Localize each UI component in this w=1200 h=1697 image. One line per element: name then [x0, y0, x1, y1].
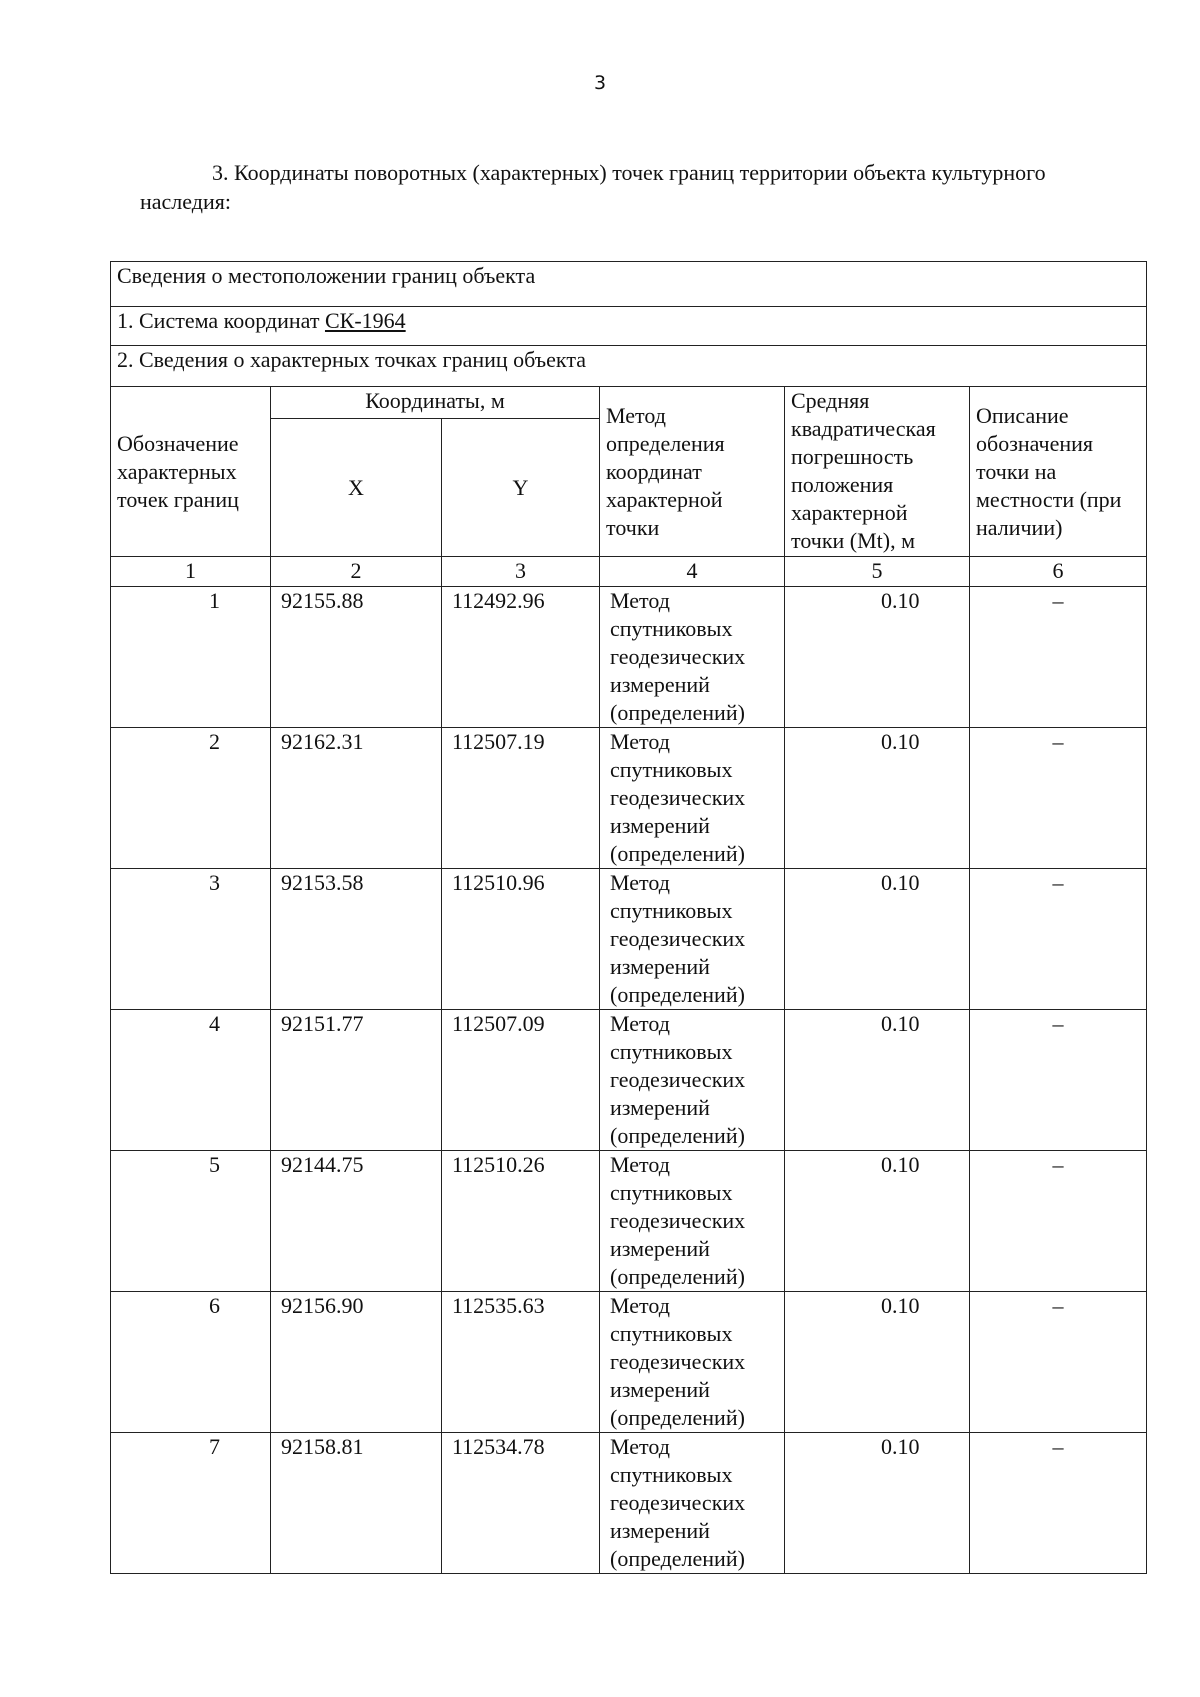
points-title: 2. Сведения о характерных точках границ объекта [111, 346, 1147, 387]
method: Метод спутниковых геодезических измерений (определений) [600, 587, 785, 728]
table-title: Сведения о местоположении границ объекта [111, 262, 1147, 307]
table-row [111, 1433, 1147, 1574]
description: – [970, 587, 1147, 728]
column-number: 5 [785, 557, 970, 587]
coord-y: 112510.26 [442, 1151, 600, 1292]
header-designation: Обозначение характерных точек границ [111, 387, 271, 557]
coord-y: 112507.19 [442, 728, 600, 869]
point-number: 7 [111, 1433, 271, 1574]
method: Метод спутниковых геодезических измерений (определений) [600, 1151, 785, 1292]
coord-system-row [111, 307, 1147, 346]
coord-x: 92162.31 [271, 728, 442, 869]
description: – [970, 1010, 1147, 1151]
error-value: 0.10 [785, 1010, 970, 1151]
column-number: 3 [442, 557, 600, 587]
error-value: 0.10 [785, 587, 970, 728]
method: Метод спутниковых геодезических измерений (определений) [600, 1010, 785, 1151]
section-heading-text: 3. Координаты поворотных (характерных) точек границ территории объекта культурного наследия: [140, 160, 1046, 214]
error-value: 0.10 [785, 1292, 970, 1433]
column-number: 1 [111, 557, 271, 587]
section-heading [140, 158, 1100, 216]
method: Метод спутниковых геодезических измерений (определений) [600, 728, 785, 869]
point-number: 2 [111, 728, 271, 869]
coordinates-table [110, 261, 1147, 1574]
point-number: 5 [111, 1151, 271, 1292]
coord-system-label: 1. Система координат [117, 308, 325, 333]
point-number: 4 [111, 1010, 271, 1151]
header-error: Средняя квадратическая погрешность положения характерной точки (Mt), м [785, 387, 970, 557]
description: – [970, 1433, 1147, 1574]
point-number: 6 [111, 1292, 271, 1433]
coord-x: 92156.90 [271, 1292, 442, 1433]
coord-x: 92144.75 [271, 1151, 442, 1292]
column-number: 2 [271, 557, 442, 587]
header-x: X [271, 419, 442, 557]
table-row [111, 587, 1147, 728]
method: Метод спутниковых геодезических измерений (определений) [600, 1292, 785, 1433]
coord-y: 112534.78 [442, 1433, 600, 1574]
header-y: Y [442, 419, 600, 557]
table-row [111, 728, 1147, 869]
description: – [970, 1151, 1147, 1292]
header-description: Описание обозначения точки на местности (при наличии) [970, 387, 1147, 557]
coord-y: 112510.96 [442, 869, 600, 1010]
table-row [111, 1151, 1147, 1292]
coord-system-value: СК-1964 [324, 308, 406, 333]
method: Метод спутниковых геодезических измерений (определений) [600, 1433, 785, 1574]
coord-x: 92155.88 [271, 587, 442, 728]
coord-x: 92158.81 [271, 1433, 442, 1574]
table-row [111, 869, 1147, 1010]
point-number: 3 [111, 869, 271, 1010]
coord-y: 112507.09 [442, 1010, 600, 1151]
point-number: 1 [111, 587, 271, 728]
description: – [970, 869, 1147, 1010]
header-method: Метод определения координат характерной точки [600, 387, 785, 557]
error-value: 0.10 [785, 728, 970, 869]
error-value: 0.10 [785, 869, 970, 1010]
coord-y: 112492.96 [442, 587, 600, 728]
coord-x: 92151.77 [271, 1010, 442, 1151]
coord-y: 112535.63 [442, 1292, 600, 1433]
column-number: 6 [970, 557, 1147, 587]
header-coordinates: Координаты, м [271, 387, 600, 419]
table-row [111, 1010, 1147, 1151]
description: – [970, 728, 1147, 869]
error-value: 0.10 [785, 1151, 970, 1292]
page-number: 3 [593, 72, 607, 94]
method: Метод спутниковых геодезических измерений (определений) [600, 869, 785, 1010]
coord-x: 92153.58 [271, 869, 442, 1010]
column-number: 4 [600, 557, 785, 587]
description: – [970, 1292, 1147, 1433]
error-value: 0.10 [785, 1433, 970, 1574]
table-row [111, 1292, 1147, 1433]
